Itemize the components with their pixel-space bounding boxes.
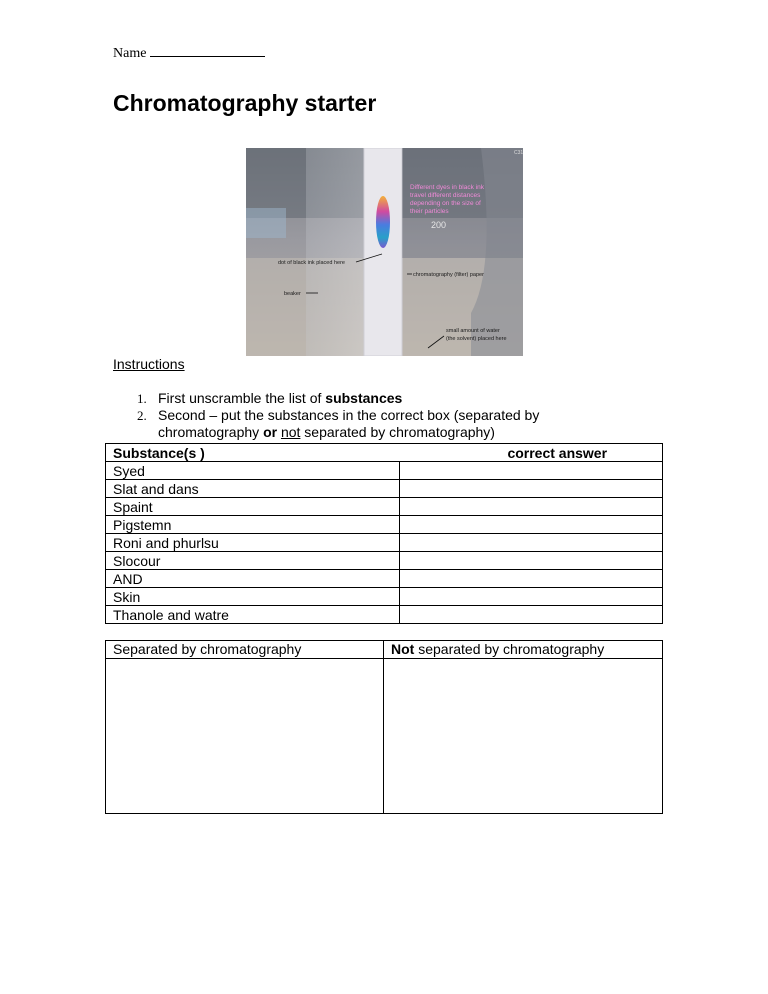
not-separated-rest: separated by chromatography [414,641,605,657]
correct-answer-header: correct answer [400,444,663,462]
name-label: Name [113,46,147,61]
step-2-not: not [280,424,301,440]
scrambled-word: Slat and dans [106,480,400,498]
beaker-label: beaker [284,291,301,297]
chromatography-photo [246,148,523,356]
sorting-table [105,640,663,814]
instructions-list [113,390,583,441]
table-row [106,552,663,570]
water-label-line2: (the solvent) placed here [446,336,507,342]
paper-label: chromatography (filter) paper [413,272,484,278]
table-row [106,498,663,516]
page-title: Chromatography starter [113,90,377,116]
corner-mark: C31 [514,150,523,156]
dyes-label-line1: Different dyes in black ink [410,184,484,191]
step-2-text-b: separated by chromatography) [300,424,495,440]
sorting-header-row [106,641,663,659]
step-2-number: 2. [137,408,147,423]
answer-cell[interactable] [400,480,663,498]
step-1-text: First unscramble the list of [158,390,326,406]
scrambled-word: Roni and phurlsu [106,534,400,552]
name-field [113,44,265,62]
table-row [106,570,663,588]
scramble-table [105,443,663,624]
table-row [106,516,663,534]
not-bold: Not [391,641,415,657]
answer-cell[interactable] [400,606,663,624]
answer-cell[interactable] [400,516,663,534]
not-separated-header [384,641,663,659]
table-row [106,462,663,480]
instruction-step-1 [113,390,583,407]
table-row [106,588,663,606]
name-blank[interactable] [150,44,265,57]
table-row [106,534,663,552]
substances-header: Substance(s ) [106,444,400,462]
step-2-text-a: Second – put the substances in the correct box (separated by chromatography [158,407,540,440]
dyes-label-line2: travel different distances [410,192,481,199]
answer-cell[interactable] [400,552,663,570]
answer-cell[interactable] [400,498,663,516]
dyes-label-line4: their particles [410,208,449,215]
scrambled-word: AND [106,570,400,588]
scrambled-word: Slocour [106,552,400,570]
answer-cell[interactable] [400,462,663,480]
dyes-label-line3: depending on the size of [410,200,481,207]
not-separated-box[interactable] [384,659,663,814]
separated-header: Separated by chromatography [106,641,384,659]
separated-box[interactable] [106,659,384,814]
beaker-mark-text: 200 [431,220,447,230]
scrambled-word: Thanole and watre [106,606,400,624]
dot-label: dot of black ink placed here [278,260,345,266]
step-1-bold: substances [325,390,403,406]
answer-cell[interactable] [400,570,663,588]
answer-cell[interactable] [400,588,663,606]
step-2-or: or [263,424,278,440]
table-row [106,606,663,624]
scramble-header-row [106,444,663,462]
scrambled-word: Syed [106,462,400,480]
answer-cell[interactable] [400,534,663,552]
step-1-number: 1. [137,391,147,406]
scrambled-word: Pigstemn [106,516,400,534]
water-label-line1: small amount of water [446,328,500,334]
scrambled-word: Skin [106,588,400,606]
instructions-heading: Instructions [113,356,185,372]
scrambled-word: Spaint [106,498,400,516]
instruction-step-2 [113,407,583,441]
table-row [106,480,663,498]
sorting-body-row [106,659,663,814]
